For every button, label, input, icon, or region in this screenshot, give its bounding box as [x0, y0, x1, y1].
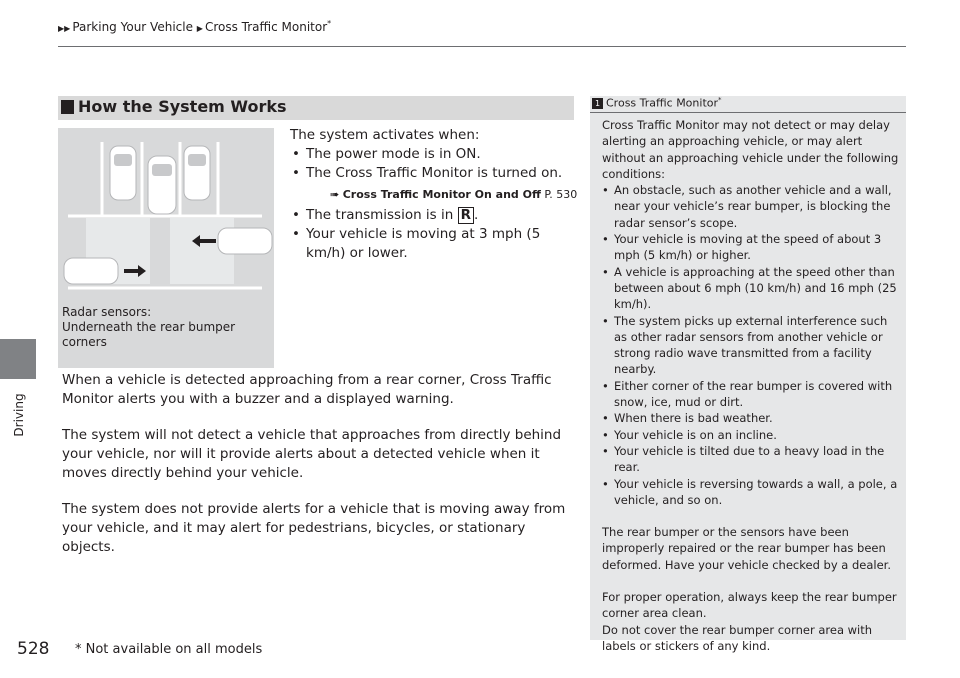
note-paragraph: For proper operation, always keep the rear bumper corner area clean. [602, 590, 897, 621]
list-item: • The system picks up external interference such as other radar sensors from another vehicle or strong radio wave transmitted from a facility nearby. [602, 313, 888, 377]
note-body [602, 117, 900, 654]
radar-caption: Radar sensors: Underneath the rear bumper corners [62, 305, 236, 349]
approaching-car-left [64, 258, 118, 284]
approaching-car-right [218, 228, 272, 254]
note-paragraph: The rear bumper or the sensors have been improperly repaired or the rear bumper has been deformed. Have your vehicle checked by a dealer. [602, 525, 892, 572]
list-item: • Your vehicle is moving at 3 mph (5 km/h) or lower. [292, 226, 541, 261]
note-divider [590, 112, 906, 113]
list-item: • Your vehicle is tilted due to a heavy load in the rear. [602, 443, 885, 475]
list-item: • A vehicle is approaching at the speed other than between about 6 mph (10 km/h) and 16 mph (25 km/h). [602, 264, 897, 312]
breadcrumb-item-parking[interactable]: Parking Your Vehicle [72, 20, 193, 34]
list-item: • When there is bad weather. [602, 411, 773, 426]
side-tab-label: Driving [12, 393, 26, 437]
list-item: • The power mode is in ON. [292, 146, 481, 162]
footnote: * Not available on all models [75, 642, 263, 657]
note-header: 1 Cross Traffic Monitor* [590, 96, 906, 112]
paragraph: The system does not provide alerts for a vehicle that is moving away from your vehicle, and it may alert for pedestrians, bicycles, or stationary objects. [62, 501, 566, 555]
body-text [62, 371, 572, 574]
note-number-icon: 1 [592, 98, 603, 109]
list-item: • The Cross Traffic Monitor is turned on. [292, 165, 563, 181]
activation-intro: The system activates when: [290, 127, 480, 143]
note-title: Cross Traffic Monitor [606, 96, 719, 110]
section-title: How the System Works [78, 97, 287, 116]
section-square-icon [61, 100, 74, 114]
reference-arrow-icon: ➠ [330, 188, 340, 201]
breadcrumb-item-cross-traffic[interactable]: Cross Traffic Monitor [204, 20, 328, 34]
list-item: • The transmission is in R . [292, 207, 479, 223]
header-divider [58, 46, 906, 47]
paragraph: When a vehicle is detected approaching from a rear corner, Cross Traffic Monitor alerts you with a buzzer and a displayed warning. [62, 372, 552, 407]
page-number: 528 [17, 639, 50, 659]
gear-r-indicator: R [458, 207, 474, 224]
side-tab-marker [0, 339, 36, 379]
breadcrumb-arrow-icon: ▶▶ [58, 24, 71, 33]
list-item: • Either corner of the rear bumper is covered with snow, ice, mud or dirt. [602, 378, 893, 410]
cross-reference-link[interactable]: ➠ Cross Traffic Monitor On and Off P. 530 [330, 188, 578, 201]
list-item: • An obstacle, such as another vehicle and a wall, near your vehicle’s rear bumper, is blocking the radar sensor’s scope. [602, 183, 892, 230]
note-paragraph: Do not cover the rear bumper corner area with labels or stickers of any kind. [602, 622, 873, 653]
note-intro: Cross Traffic Monitor may not detect or may delay alerting an approaching vehicle, or may alert without an approaching vehicle under the following conditions: [602, 118, 899, 181]
breadcrumb [58, 19, 331, 34]
activation-conditions [290, 126, 580, 263]
list-item: • Your vehicle is moving at the speed of about 3 mph (5 km/h) or higher. [602, 232, 882, 263]
breadcrumb-arrow-icon: ▶ [196, 24, 203, 33]
asterisk-mark: * [327, 19, 332, 28]
section-header [58, 96, 574, 120]
paragraph: The system will not detect a vehicle that approaches from directly behind your vehicle, nor will it provide alerts about a detected vehicle when it moves directly behind your vehicle. [62, 427, 562, 481]
list-item: • Your vehicle is on an incline. [602, 427, 777, 442]
list-item: • Your vehicle is reversing towards a wall, a pole, a vehicle, and so on. [602, 476, 898, 507]
